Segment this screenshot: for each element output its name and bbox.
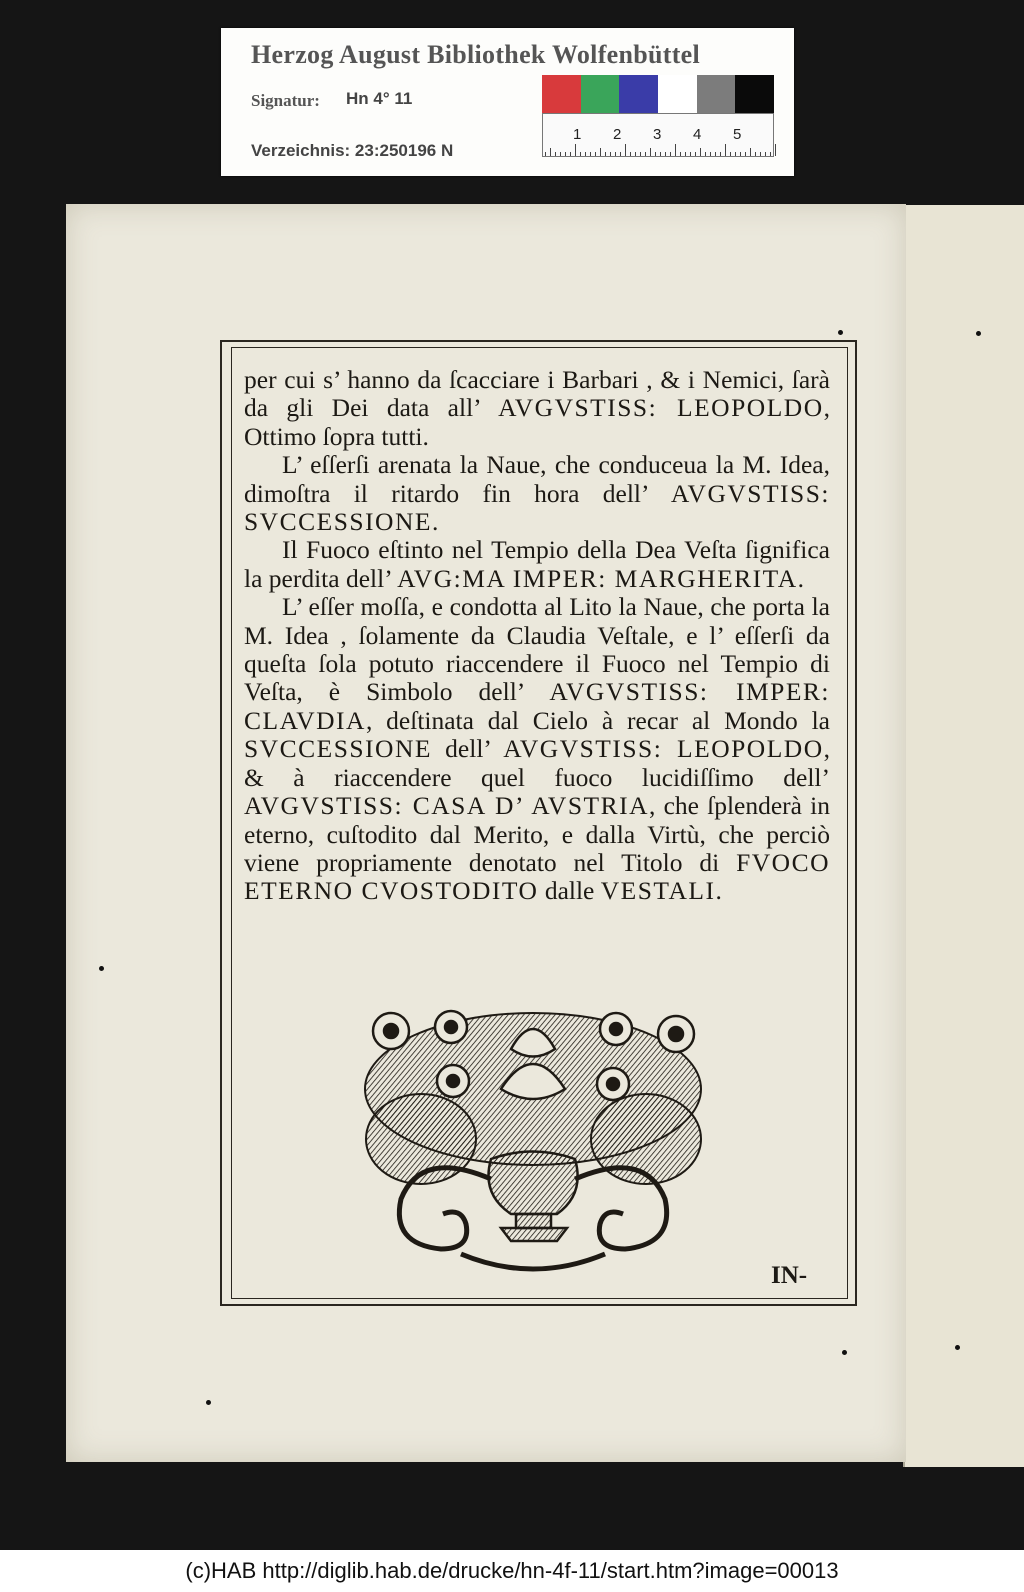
ruler-tick <box>575 144 576 156</box>
library-title: Herzog August Bibliothek Wolfenbüttel <box>251 40 701 69</box>
ruler-tick <box>560 152 561 156</box>
ruler-tick <box>695 152 696 156</box>
ink-speck <box>838 330 843 335</box>
ruler-tick <box>770 152 771 156</box>
page-text <box>244 366 830 906</box>
text-run: . <box>715 876 722 906</box>
ruler-number: 4 <box>693 126 702 143</box>
ruler-tick <box>765 152 766 156</box>
signatur-value: Hn 4° 11 <box>346 89 413 108</box>
text-run: Il Fuoco eſtinto nel Tempio della Dea Veſta ſignifica la perdita dell’ <box>244 535 830 593</box>
ruler-tick <box>555 152 556 156</box>
floral-vase-ornament <box>361 1009 706 1279</box>
scale-ruler <box>542 113 774 157</box>
text-run: , che ſplenderà in eterno, cuſtodito dal Merito, e dalla Virtù, che perciò viene propriamente denotato nel Titolo di <box>244 791 831 877</box>
ruler-tick <box>635 152 636 156</box>
text-run: , Ottimo ſopra tutti. <box>244 393 830 451</box>
ruler-tick <box>685 152 686 156</box>
ink-speck <box>976 331 981 336</box>
ink-speck <box>842 1350 847 1355</box>
ruler-tick <box>585 152 586 156</box>
ruler-tick <box>665 152 666 156</box>
ruler-tick <box>710 152 711 156</box>
small-caps-text: AVGVSTISS: CASA D’ AVSTRIA <box>244 791 650 821</box>
ruler-tick <box>610 152 611 156</box>
ruler-tick <box>735 152 736 156</box>
ruler-tick <box>625 144 626 156</box>
ink-speck <box>206 1400 211 1405</box>
ruler-tick <box>730 152 731 156</box>
ruler-tick <box>660 152 661 156</box>
ruler-tick <box>650 148 651 156</box>
text-run: L’ eſſerſi arenata la Naue, che conduceua la M. Idea, dimoſtra il ritardo fin hora dell’ <box>244 450 830 508</box>
small-caps-text: SVCCESSIONE <box>244 734 432 764</box>
color-swatch <box>619 75 658 113</box>
color-calibration-swatches <box>542 75 774 113</box>
text-run: , & à riaccendere quel fuoco lucidiſſimo dell’ <box>244 734 830 792</box>
ruler-tick <box>775 144 776 156</box>
ruler-tick <box>745 152 746 156</box>
ruler-number: 1 <box>573 126 582 143</box>
text-run: dell’ <box>431 734 504 764</box>
small-caps-text: AVGVSTISS: IMPER: CLAVDIA <box>244 677 830 735</box>
text-run: . <box>797 563 804 593</box>
paragraph <box>244 536 830 593</box>
ruler-tick <box>705 152 706 156</box>
ruler-tick <box>645 152 646 156</box>
ruler-tick <box>570 152 571 156</box>
color-swatch <box>735 75 774 113</box>
text-run: dalle <box>538 876 601 906</box>
ruler-number: 2 <box>613 126 622 143</box>
ruler-tick <box>655 152 656 156</box>
ruler-tick <box>580 152 581 156</box>
ruler-tick <box>605 152 606 156</box>
text-run: L’ eſſer moſſa, e condotta al Lito la Naue, che porta la M. Idea , ſolamente da Claudia Veſtale, e l’ eſſerſi da queſta ſola potuto riaccendere il Fuoco nel Tempio di Veſta, è Simbolo dell’ <box>244 592 830 707</box>
ruler-tick <box>595 152 596 156</box>
copyright-footer: (c)HAB http://diglib.hab.de/drucke/hn-4f-11/start.htm?image=00013 <box>0 1550 1024 1592</box>
small-caps-text: AVGVSTISS: SVCCESSIONE <box>244 478 830 537</box>
ruler-tick <box>630 152 631 156</box>
ruler-tick <box>545 152 546 156</box>
text-run: . <box>431 507 439 537</box>
color-swatch <box>581 75 620 113</box>
small-caps-text: AVGVSTISS: LEOPOLDO <box>503 734 824 764</box>
color-swatch <box>658 75 697 113</box>
ruler-tick <box>590 152 591 156</box>
book-page <box>66 204 906 1462</box>
ruler-tick <box>760 152 761 156</box>
ruler-number: 3 <box>653 126 662 143</box>
ink-speck <box>99 966 104 971</box>
paragraph <box>244 593 830 905</box>
ruler-tick <box>725 144 726 156</box>
catchword: IN- <box>771 1262 808 1289</box>
ruler-tick <box>600 148 601 156</box>
small-caps-text: AVGVSTISS: LEOPOLDO <box>498 393 824 423</box>
ink-speck <box>955 1345 960 1350</box>
ruler-tick <box>620 152 621 156</box>
ruler-tick <box>690 152 691 156</box>
small-caps-text: VESTALI <box>600 876 716 906</box>
ruler-tick <box>740 152 741 156</box>
ruler-tick <box>715 152 716 156</box>
color-swatch <box>697 75 736 113</box>
ruler-tick <box>755 152 756 156</box>
text-run: per cui s’ hanno da ſcacciare i Barbari , & i Nemici, ſarà da gli Dei data all’ <box>244 365 830 423</box>
ruler-tick <box>565 152 566 156</box>
ruler-tick <box>750 148 751 156</box>
ruler-tick <box>615 152 616 156</box>
text-run: , deſtinata dal Cielo à recar al Mondo la <box>365 705 830 735</box>
ruler-tick <box>675 144 676 156</box>
paragraph <box>244 451 830 536</box>
ruler-tick <box>550 148 551 156</box>
ruler-tick <box>680 152 681 156</box>
verzeichnis-text: Verzeichnis: 23:250196 N <box>251 141 454 160</box>
ruler-number: 5 <box>733 126 742 143</box>
library-label-card <box>221 28 794 176</box>
small-caps-text: AVG:MA IMPER: MARGHERITA <box>397 563 798 593</box>
ruler-tick <box>640 152 641 156</box>
color-swatch <box>542 75 581 113</box>
paragraph <box>244 366 830 451</box>
signatur-label: Signatur: <box>251 91 320 110</box>
facing-page-edge <box>903 205 1024 1467</box>
ruler-tick <box>670 152 671 156</box>
ruler-tick <box>720 152 721 156</box>
small-caps-text: FVOCO ETERNO CVOSTODITO <box>244 847 830 906</box>
ruler-tick <box>700 148 701 156</box>
